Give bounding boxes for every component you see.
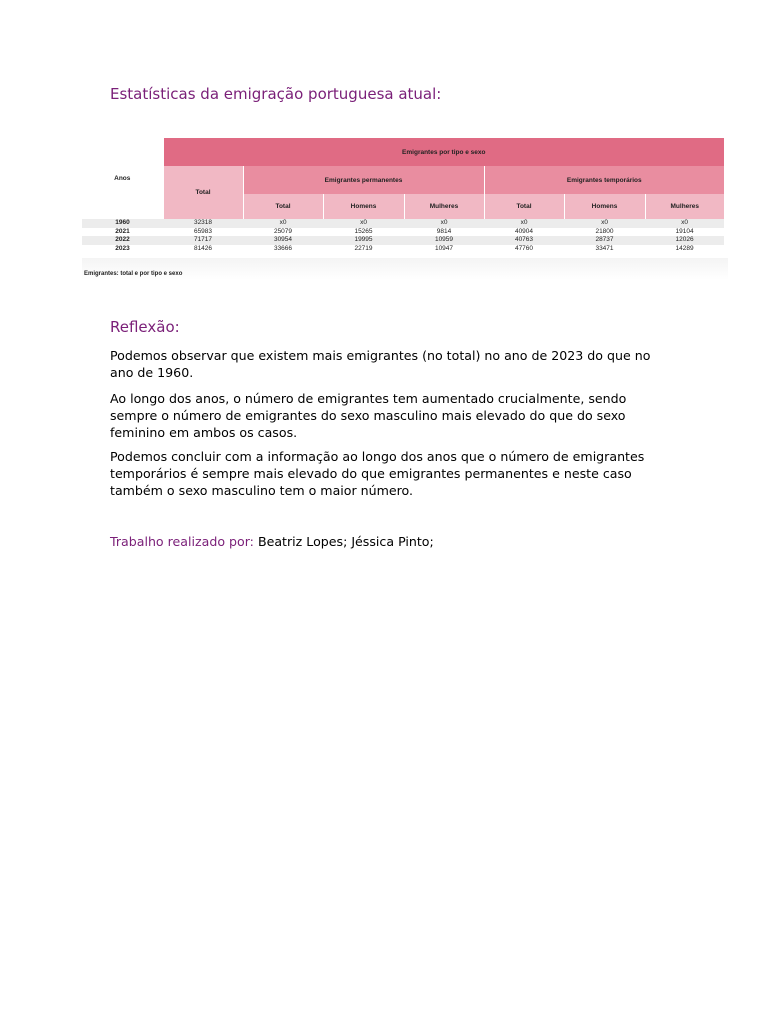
cell-temp-women: 19104 — [645, 228, 724, 237]
cell-total: 65983 — [163, 228, 243, 237]
cell-temp-total: x0 — [484, 219, 564, 228]
cell-perm-men: 15265 — [323, 228, 404, 237]
cell-perm-women: 10947 — [404, 245, 484, 254]
temp-women-header: Mulheres — [645, 194, 724, 219]
reflection-heading: Reflexão: — [110, 318, 180, 336]
cell-total: 32318 — [163, 219, 243, 228]
cell-temp-women: x0 — [645, 219, 724, 228]
row-year: 2021 — [82, 228, 163, 237]
table-caption: Emigrantes: total e por tipo e sexo — [84, 271, 183, 277]
cell-perm-total: 25079 — [243, 228, 323, 237]
perm-men-header: Homens — [323, 194, 404, 219]
cell-temp-men: x0 — [564, 219, 645, 228]
cell-temp-total: 40763 — [484, 236, 564, 245]
cell-perm-men: 22719 — [323, 245, 404, 254]
cell-perm-total: 33666 — [243, 245, 323, 254]
credits-names: Beatriz Lopes; Jéssica Pinto; — [257, 534, 434, 549]
cell-total: 71717 — [163, 236, 243, 245]
table-row — [82, 228, 724, 237]
row-year: 2023 — [82, 245, 163, 254]
temp-total-header: Total — [484, 194, 564, 219]
cell-temp-total: 47760 — [484, 245, 564, 254]
cell-perm-women: x0 — [404, 219, 484, 228]
page-title: Estatísticas da emigração portuguesa atual: — [110, 85, 442, 103]
emigration-table — [82, 138, 724, 253]
perm-women-header: Mulheres — [404, 194, 484, 219]
temporary-group-header: Emigrantes temporários — [484, 166, 724, 194]
reflection-paragraph-1: Podemos observar que existem mais emigrantes (no total) no ano de 2023 do que no ano de 1960. — [110, 348, 651, 380]
cell-perm-women: 10959 — [404, 236, 484, 245]
temp-men-header: Homens — [564, 194, 645, 219]
cell-perm-total: 30954 — [243, 236, 323, 245]
credits-label: Trabalho realizado por: — [110, 534, 254, 549]
cell-perm-men: 19995 — [323, 236, 404, 245]
reflection-paragraph-3: Podemos concluir com a informação ao longo dos anos que o número de emigrantes temporários é sempre mais elevado do que emigrantes permanentes e neste caso também o sexo masculino tem o maior número. — [110, 449, 645, 498]
perm-total-header: Total — [243, 194, 323, 219]
table-row — [82, 219, 724, 228]
row-year: 2022 — [82, 236, 163, 245]
cell-temp-men: 33471 — [564, 245, 645, 254]
cell-temp-men: 21800 — [564, 228, 645, 237]
table-row — [82, 245, 724, 254]
cell-perm-total: x0 — [243, 219, 323, 228]
cell-temp-men: 28737 — [564, 236, 645, 245]
cell-perm-men: x0 — [323, 219, 404, 228]
reflection-paragraph-2: Ao longo dos anos, o número de emigrantes tem aumentado crucialmente, sendo sempre o número de emigrantes do sexo masculino mais elevado do que do sexo feminino em ambos os casos. — [110, 391, 627, 440]
table-top-header: Emigrantes por tipo e sexo — [163, 138, 724, 166]
cell-total: 81426 — [163, 245, 243, 254]
credits-line — [110, 533, 670, 550]
table-row — [82, 236, 724, 245]
total-header: Total — [163, 166, 243, 219]
cell-temp-women: 12026 — [645, 236, 724, 245]
cell-temp-women: 14289 — [645, 245, 724, 254]
permanent-group-header: Emigrantes permanentes — [243, 166, 484, 194]
row-year: 1960 — [82, 219, 163, 228]
cell-temp-total: 40904 — [484, 228, 564, 237]
anos-header: Anos — [82, 138, 163, 219]
cell-perm-women: 9814 — [404, 228, 484, 237]
